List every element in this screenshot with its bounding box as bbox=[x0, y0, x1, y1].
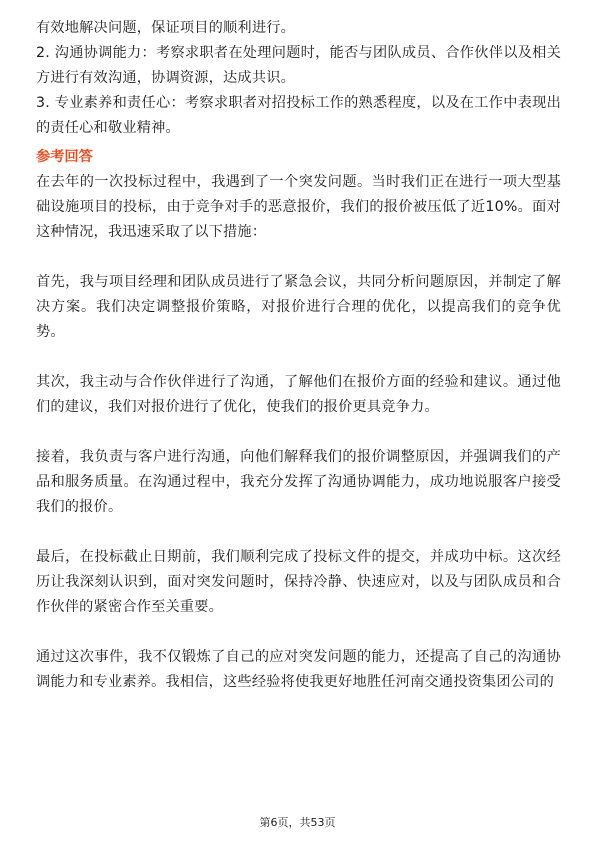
page-number: 第6页，共53页 bbox=[259, 816, 336, 829]
paragraph-spacer bbox=[36, 345, 561, 370]
document-page bbox=[36, 16, 561, 695]
paragraph-spacer bbox=[36, 520, 561, 545]
paragraph-spacer bbox=[36, 620, 561, 645]
paragraph-spacer bbox=[36, 420, 561, 445]
criteria-point-2: 2. 沟通协调能力：考察求职者在处理问题时，能否与团队成员、合作伙伴以及相关方进行有效沟通，协调资源，达成共识。 bbox=[36, 45, 561, 86]
answer-paragraph-1: 在去年的一次投标过程中，我遇到了一个突发问题。当时我们正在进行一项大型基础设施项目的投标，由于竞争对手的恶意报价，我们的报价被压低了近10%。面对这种情况，我迅速采取了以下措施： bbox=[36, 174, 561, 240]
answer-paragraph-6: 通过这次事件，我不仅锻炼了自己的应对突发问题的能力，还提高了自己的沟通协调能力和专业素养。我相信，这些经验将使我更好地胜任河南交通投资集团公司的 bbox=[36, 649, 561, 690]
answer-paragraph-4: 接着，我负责与客户进行沟通，向他们解释我们的报价调整原因，并强调我们的产品和服务质量。在沟通过程中，我充分发挥了沟通协调能力，成功地说服客户接受我们的报价。 bbox=[36, 449, 561, 515]
answer-paragraph-3: 其次，我主动与合作伙伴进行了沟通，了解他们在报价方面的经验和建议。通过他们的建议，我们对报价进行了优化，使我们的报价更具竞争力。 bbox=[36, 374, 561, 415]
paragraph-spacer bbox=[36, 245, 561, 270]
reference-answer-heading: 参考回答 bbox=[36, 149, 93, 165]
intro-continuation: 有效地解决问题，保证项目的顺利进行。 bbox=[36, 20, 295, 36]
criteria-point-3: 3. 专业素养和责任心：考察求职者对招投标工作的熟悉程度，以及在工作中表现出的责任心和敬业精神。 bbox=[36, 95, 561, 136]
answer-paragraph-5: 最后，在投标截止日期前，我们顺利完成了投标文件的提交，并成功中标。这次经历让我深刻认识到，面对突发问题时，保持冷静、快速应对，以及与团队成员和合作伙伴的紧密合作至关重要。 bbox=[36, 549, 561, 615]
answer-paragraph-2: 首先，我与项目经理和团队成员进行了紧急会议，共同分析问题原因，并制定了解决方案。我们决定调整报价策略，对报价进行合理的优化，以提高我们的竞争优势。 bbox=[36, 274, 561, 340]
